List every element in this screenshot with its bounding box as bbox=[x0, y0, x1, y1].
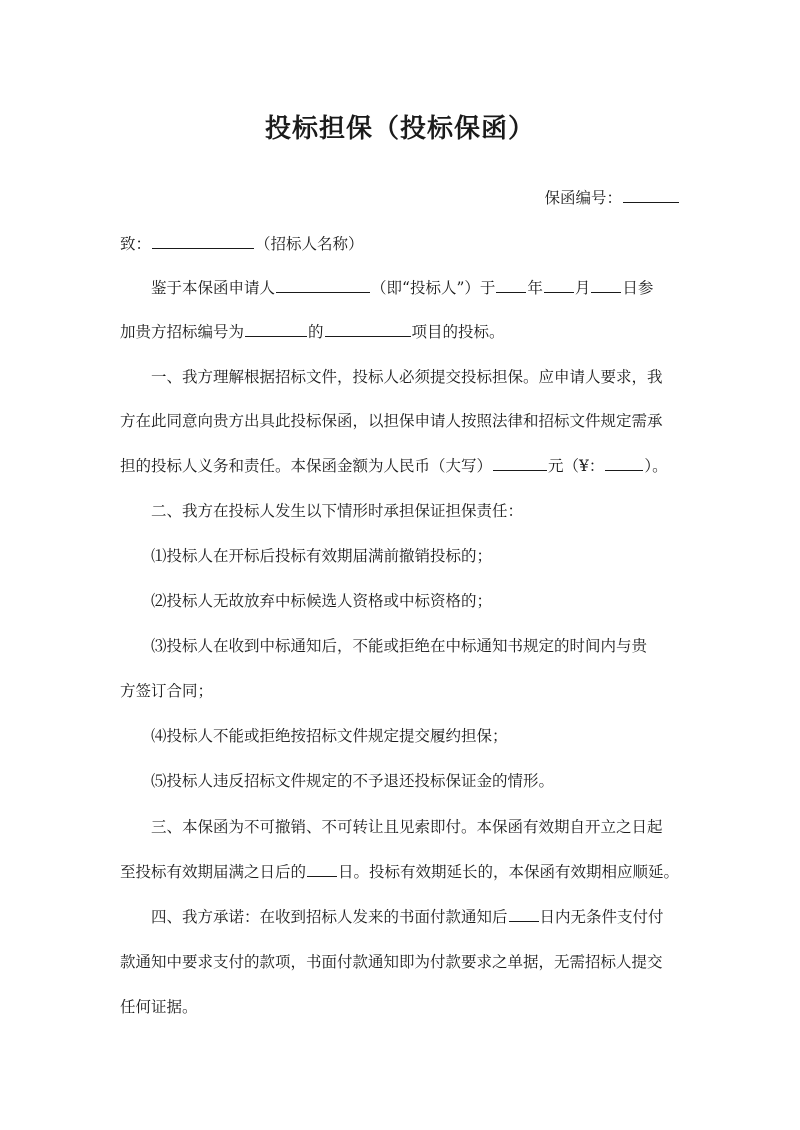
list-item-1: ⑴投标人在开标后投标有效期届满前撤销投标的； bbox=[151, 547, 493, 565]
text-segment: 加贵方招标编号为 bbox=[120, 323, 245, 341]
text-segment: 担的投标人义务和责任。本保函金额为人民币（大写） bbox=[120, 457, 493, 475]
addressee-blank bbox=[152, 233, 254, 249]
paragraph-1-line-2 bbox=[120, 321, 680, 343]
text-segment: ）。 bbox=[644, 457, 668, 475]
text-segment: 月 bbox=[574, 279, 591, 297]
paragraph-5-line-1 bbox=[120, 906, 680, 928]
paragraph-1-line-1 bbox=[120, 277, 680, 299]
guarantee-number-line bbox=[120, 187, 680, 209]
paragraph-2-line-1: 一、我方理解根据招标文件，投标人必须提交投标担保。应申请人要求，我 bbox=[151, 368, 663, 386]
text-segment: 的 bbox=[308, 323, 324, 341]
month-blank bbox=[544, 277, 574, 293]
paragraph-4-line-2 bbox=[120, 861, 680, 883]
day-blank bbox=[591, 277, 621, 293]
text-segment: 日。投标有效期延长的，本保函有效期相应顺延。 bbox=[338, 863, 680, 881]
addressee-prefix: 致： bbox=[120, 235, 152, 253]
paragraph-3: 二、我方在投标人发生以下情形时承担保证担保责任： bbox=[151, 502, 524, 520]
days-after-blank bbox=[307, 861, 337, 877]
payment-days-blank bbox=[509, 906, 539, 922]
list-item-4: ⑷投标人不能或拒绝按招标文件规定提交履约担保； bbox=[151, 727, 508, 745]
list-item-3-line-1: ⑶投标人在收到中标通知后，不能或拒绝在中标通知书规定的时间内与贵 bbox=[151, 637, 648, 655]
addressee-suffix: （招标人名称） bbox=[255, 235, 364, 253]
year-blank bbox=[496, 277, 526, 293]
paragraph-5-line-2: 款通知中要求支付的款项，书面付款通知即为付款要求之单据，无需招标人提交 bbox=[120, 953, 663, 971]
paragraph-5-line-3: 任何证据。 bbox=[120, 998, 198, 1016]
document-title: 投标担保（投标保函） bbox=[264, 114, 535, 144]
text-segment: 四、我方承诺：在收到招标人发来的书面付款通知后 bbox=[151, 908, 508, 926]
addressee-line bbox=[120, 233, 680, 255]
paragraph-2-line-3 bbox=[120, 455, 680, 477]
amount-figures-blank bbox=[605, 455, 643, 471]
tender-number-blank bbox=[245, 321, 307, 337]
list-item-3-line-2: 方签订合同； bbox=[120, 682, 214, 700]
guarantee-number-blank bbox=[623, 187, 679, 203]
list-item-5: ⑸投标人违反招标文件规定的不予退还投标保证金的情形。 bbox=[151, 772, 555, 790]
project-name-blank bbox=[325, 321, 411, 337]
text-segment: 元（¥： bbox=[548, 457, 605, 475]
text-segment: 至投标有效期届满之日后的 bbox=[120, 863, 307, 881]
paragraph-2-line-2: 方在此同意向贵方出具此投标保函，以担保申请人按照法律和招标文件规定需承 bbox=[120, 412, 663, 430]
guarantee-number-label: 保函编号： bbox=[544, 189, 622, 207]
amount-words-blank bbox=[493, 455, 547, 471]
text-segment: 日内无条件支付付 bbox=[539, 908, 664, 926]
paragraph-4-line-1: 三、本保函为不可撤销、不可转让且见索即付。本保函有效期自开立之日起 bbox=[151, 818, 663, 836]
text-segment: 项目的投标。 bbox=[411, 323, 505, 341]
text-segment: 鉴于本保函申请人 bbox=[151, 279, 276, 297]
list-item-2: ⑵投标人无故放弃中标候选人资格或中标资格的； bbox=[151, 592, 493, 610]
text-segment: （即“投标人”）于 bbox=[371, 279, 496, 297]
applicant-blank bbox=[276, 277, 370, 293]
text-segment: 年 bbox=[527, 279, 543, 297]
text-segment: 日参 bbox=[622, 279, 654, 297]
